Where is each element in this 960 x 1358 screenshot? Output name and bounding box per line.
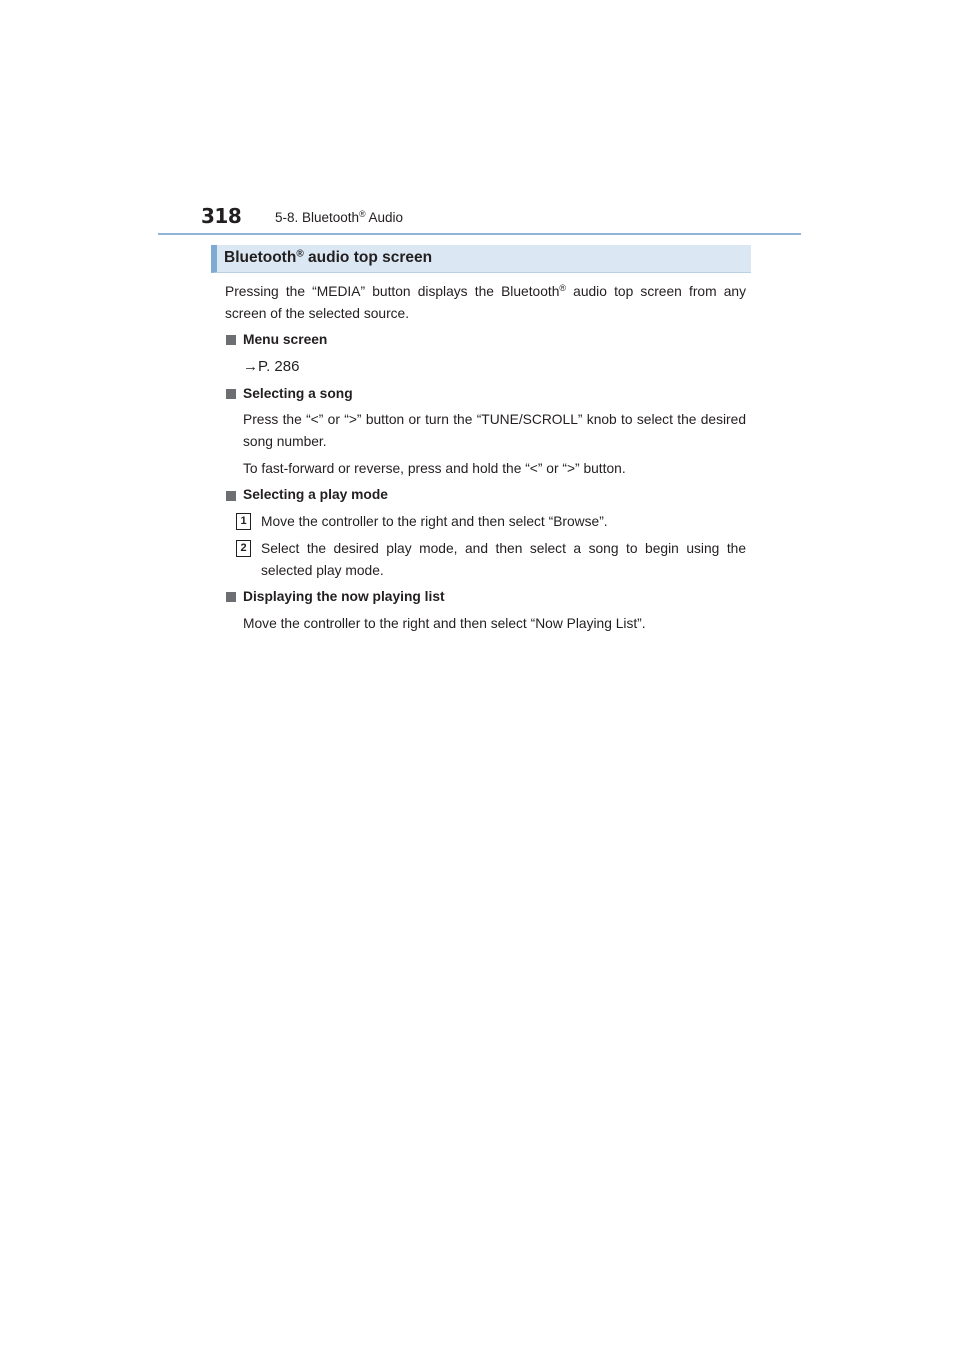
heading-menu-screen: Menu screen [243,332,328,347]
song-paragraph-1: Press the “<” or “>” button or turn the “TUNE/SCROLL” knob to select the desired song number. [243,412,746,449]
bullet-square [226,335,236,345]
arrow-icon: → [243,358,258,375]
heading-now-playing: Displaying the now playing list [243,589,445,604]
bullet-square [226,389,236,399]
step-number-badge: 2 [236,540,251,557]
step-1-text: Move the controller to the right and then select “Browse”. [261,514,608,529]
now-playing-paragraph: Move the controller to the right and then select “Now Playing List”. [243,616,646,631]
intro-paragraph: Pressing the “MEDIA” button displays the Bluetooth® audio top screen from any screen of the selected source. [225,283,746,321]
step-number-badge: 1 [236,513,251,530]
topic-heading: Bluetooth® audio top screen [224,248,433,266]
section-title: 5-8. Bluetooth® Audio [275,209,404,225]
page-reference[interactable] [243,356,299,378]
page-reference-text: P. 286 [258,358,300,375]
bullet-square [226,592,236,602]
step-2-text: Select the desired play mode, and then select a song to begin using the selected play mode. [261,541,746,578]
song-paragraph-2: To fast-forward or reverse, press and hold the “<” or “>” button. [243,461,626,476]
page-header [158,203,801,235]
heading-play-mode: Selecting a play mode [243,487,388,502]
bullet-square [226,491,236,501]
heading-selecting-song: Selecting a song [243,386,353,401]
topic-heading-box [211,245,751,273]
page-number: 318 [201,204,242,228]
